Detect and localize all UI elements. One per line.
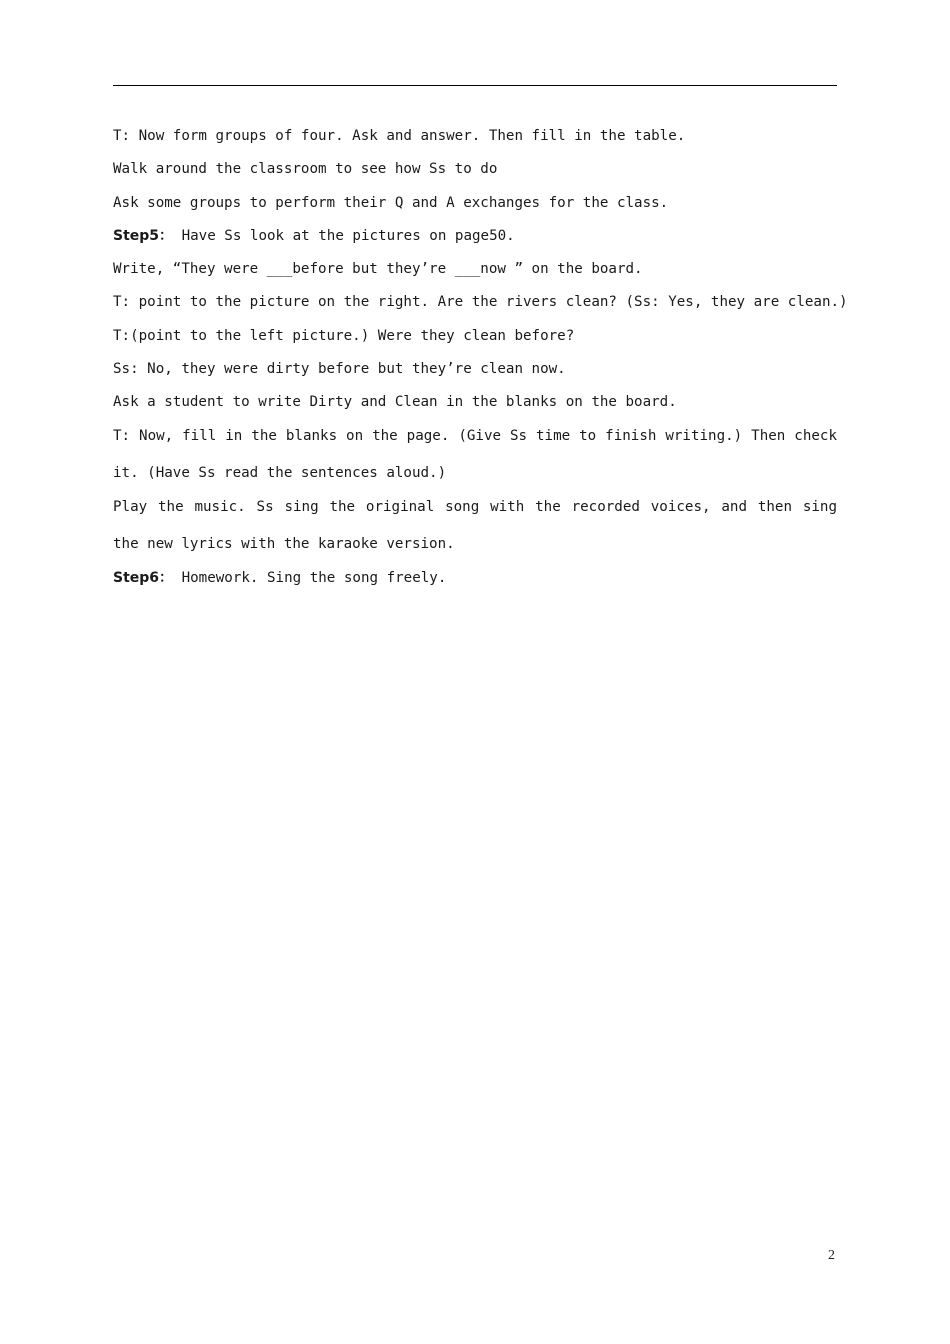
paragraph-step6: [113, 568, 837, 588]
paragraph-ss-answer: Ss: No, they were dirty before but they’re clean now.: [113, 361, 566, 378]
paragraph-walk-around: Walk around the classroom to see how Ss to do: [113, 161, 498, 178]
step6-text: Homework. Sing the song freely.: [173, 569, 447, 586]
step6-label: Step6：: [113, 569, 174, 586]
paragraph-step5: [113, 226, 837, 246]
paragraph-play-music: Play the music. Ss sing the original song with the recorded voices, and then sing the new lyrics with the karaoke version.: [113, 498, 837, 552]
step5-text: Have Ss look at the pictures on page50.: [173, 227, 515, 244]
paragraph-point-right: T: point to the picture on the right. Are the rivers clean? (Ss: Yes, they are clean.): [113, 294, 848, 311]
paragraph-perform: Ask some groups to perform their Q and A exchanges for the class.: [113, 194, 669, 211]
paragraph-write-blanks: Ask a student to write Dirty and Clean in the blanks on the board.: [113, 394, 677, 411]
header-rule: [113, 85, 837, 86]
paragraph-point-left: T:(point to the left picture.) Were they clean before?: [113, 327, 575, 344]
paragraph-fill-blanks: T: Now, fill in the blanks on the page. (Give Ss time to finish writing.) Then check it. (Have Ss read the sentences aloud.): [113, 427, 837, 481]
page-number: 2: [828, 1248, 835, 1263]
paragraph-write-board: Write, “They were ___before but they’re ___now ” on the board.: [113, 261, 643, 278]
paragraph-group-activity: T: Now form groups of four. Ask and answer. Then fill in the table.: [113, 128, 686, 144]
document-body: [113, 126, 848, 601]
step5-label: Step5：: [113, 227, 174, 244]
